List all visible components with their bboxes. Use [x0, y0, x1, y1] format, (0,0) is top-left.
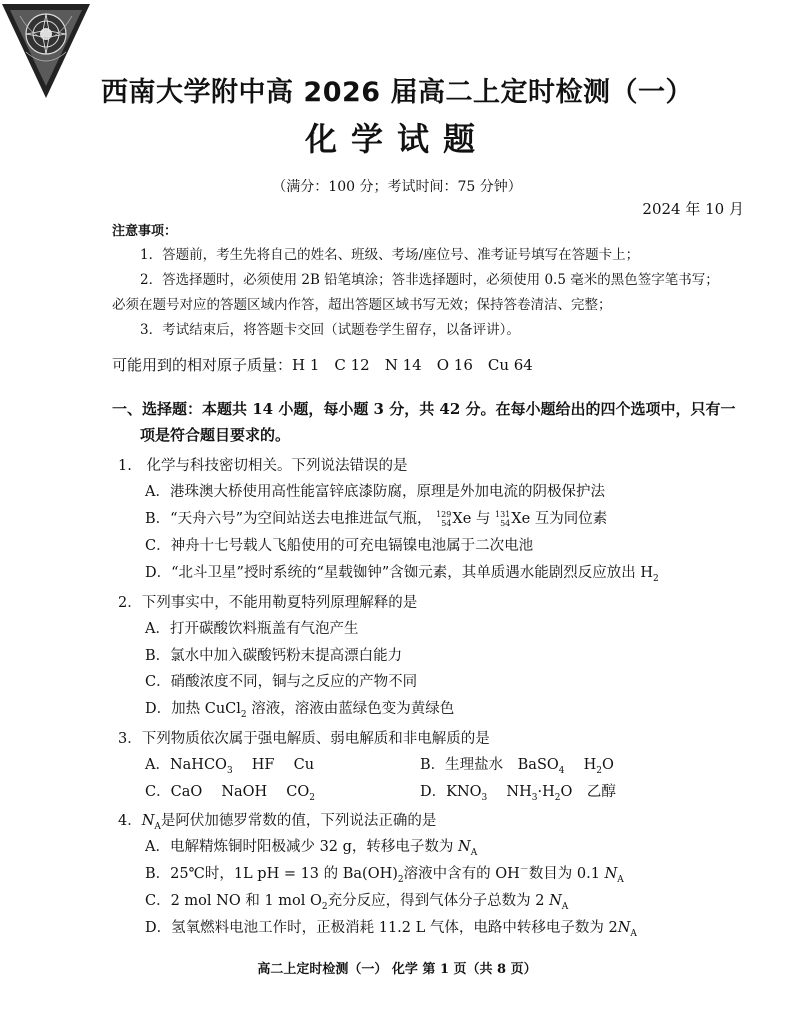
question-number: 3． — [118, 731, 142, 747]
question-stem: 下列物质依次属于强电解质、弱电解质和非电解质的是 — [141, 731, 490, 747]
question-number: 2． — [118, 595, 142, 611]
score-time-info: （满分：100 分；考试时间：75 分钟） — [272, 179, 522, 195]
q1-option-d: D．“北斗卫星”授时系统的“星载铷钟”含铷元素，其单质遇水能剧烈反应放出 $H_2$ — [145, 565, 659, 584]
section-heading: 一、选择题：本题共 14 小题，每小题 3 分，共 42 分。在每小题给出的四个选项中，只有一 — [112, 400, 736, 418]
question-stem: 下列事实中，不能用勒夏特列原理解释的是 — [141, 595, 418, 611]
question-number: 4． — [118, 813, 142, 829]
question-3 — [118, 727, 490, 748]
q3-option-b: B．生理盐水 BaSO$_4$ $H_2O$ — [420, 757, 614, 776]
question-stem: 化学与科技密切相关。下列说法错误的是 — [146, 458, 408, 474]
notice-line-4: 3．考试结束后，将答题卡交回（试题卷学生留存，以备评讲）。 — [140, 322, 520, 338]
q2-option-c: C．硝酸浓度不同，铜与之反应的产物不同 — [145, 674, 418, 690]
q2-option-a: A．打开碳酸饮料瓶盖有气泡产生 — [145, 621, 359, 637]
q4-option-d: D．氢氧燃料电池工作时，正极消耗 11.2 L 气体，电路中转移电子数为 $2N_A$ — [145, 920, 637, 939]
question-1 — [118, 454, 407, 475]
question-4: 4．$N_A$是阿伏加德罗常数的值，下列说法正确的是 — [118, 813, 437, 832]
atomic-mass-list: 可能用到的相对原子质量：H 1 C 12 N 14 O 16 Cu 64 — [112, 356, 533, 374]
notice-line-3: 必须在题号对应的答题区域内作答，超出答题区域书写无效；保持答卷清洁、完整； — [112, 297, 612, 313]
question-number: 1. — [118, 458, 132, 474]
exam-title: 西南大学附中高 2026 届高二上定时检测（一） — [101, 77, 693, 108]
exam-date: 2024 年 10 月 — [642, 200, 744, 218]
q4-option-a: A．电解精炼铜时阳极减少 32 g，转移电子数为 $N_A$ — [145, 839, 478, 858]
question-2 — [118, 591, 417, 612]
q3-option-c: C．CaO NaOH $CO_2$ — [145, 784, 316, 803]
q2-option-d: D．加热 CuCl$_2$ 溶液，溶液由蓝绿色变为黄绿色 — [145, 701, 455, 720]
question-stem: 是阿伏加德罗常数的值，下列说法正确的是 — [160, 813, 437, 829]
q4-option-c: C．2 mol NO 和 1 mol $O_2$充分反应，得到气体分子总数为 2 $N_A$ — [145, 893, 569, 912]
q2-option-b: B．氯水中加入碳酸钙粉末提高漂白能力 — [145, 648, 403, 664]
q1-option-c: C．神舟十七号载人飞船使用的可充电镉镍电池属于二次电池 — [145, 538, 534, 554]
page-footer: 高二上定时检测（一） 化学 第 1 页（共 8 页） — [257, 962, 537, 977]
notice-heading: 注意事项： — [112, 224, 178, 239]
q3-option-d: D．$KNO_3$ $NH_3\cdot H_2O$ 乙醇 — [420, 784, 616, 803]
notice-line-2: 2．答选择题时，必须使用 2B 铅笔填涂；答非选择题时，必须使用 0.5 毫米的黑色签字笔书写； — [140, 272, 719, 288]
section-heading-cont: 项是符合题目要求的。 — [140, 426, 291, 444]
q1-option-a: A．港珠澳大桥使用高性能富锌底漆防腐，原理是外加电流的阴极保护法 — [145, 484, 605, 500]
q1-option-b: B．“天舟六号”为空间站送去电推进氙气瓶， 129 54 Xe 与 131 54 Xe 互为同位素 — [145, 510, 608, 528]
subject-title: 化学试题 — [304, 120, 489, 158]
q3-option-a: A．NaHCO$_3$ HF Cu — [145, 757, 315, 776]
notice-line-1: 1．答题前，考生先将自己的姓名、班级、考场/座位号、准考证号填写在答题卡上； — [140, 247, 640, 263]
q4-option-b: B．25℃时，1L pH = 13 的 $Ba(OH)_2$溶液中含有的 OH－数目为 0.1 $N_A$ — [145, 865, 624, 885]
